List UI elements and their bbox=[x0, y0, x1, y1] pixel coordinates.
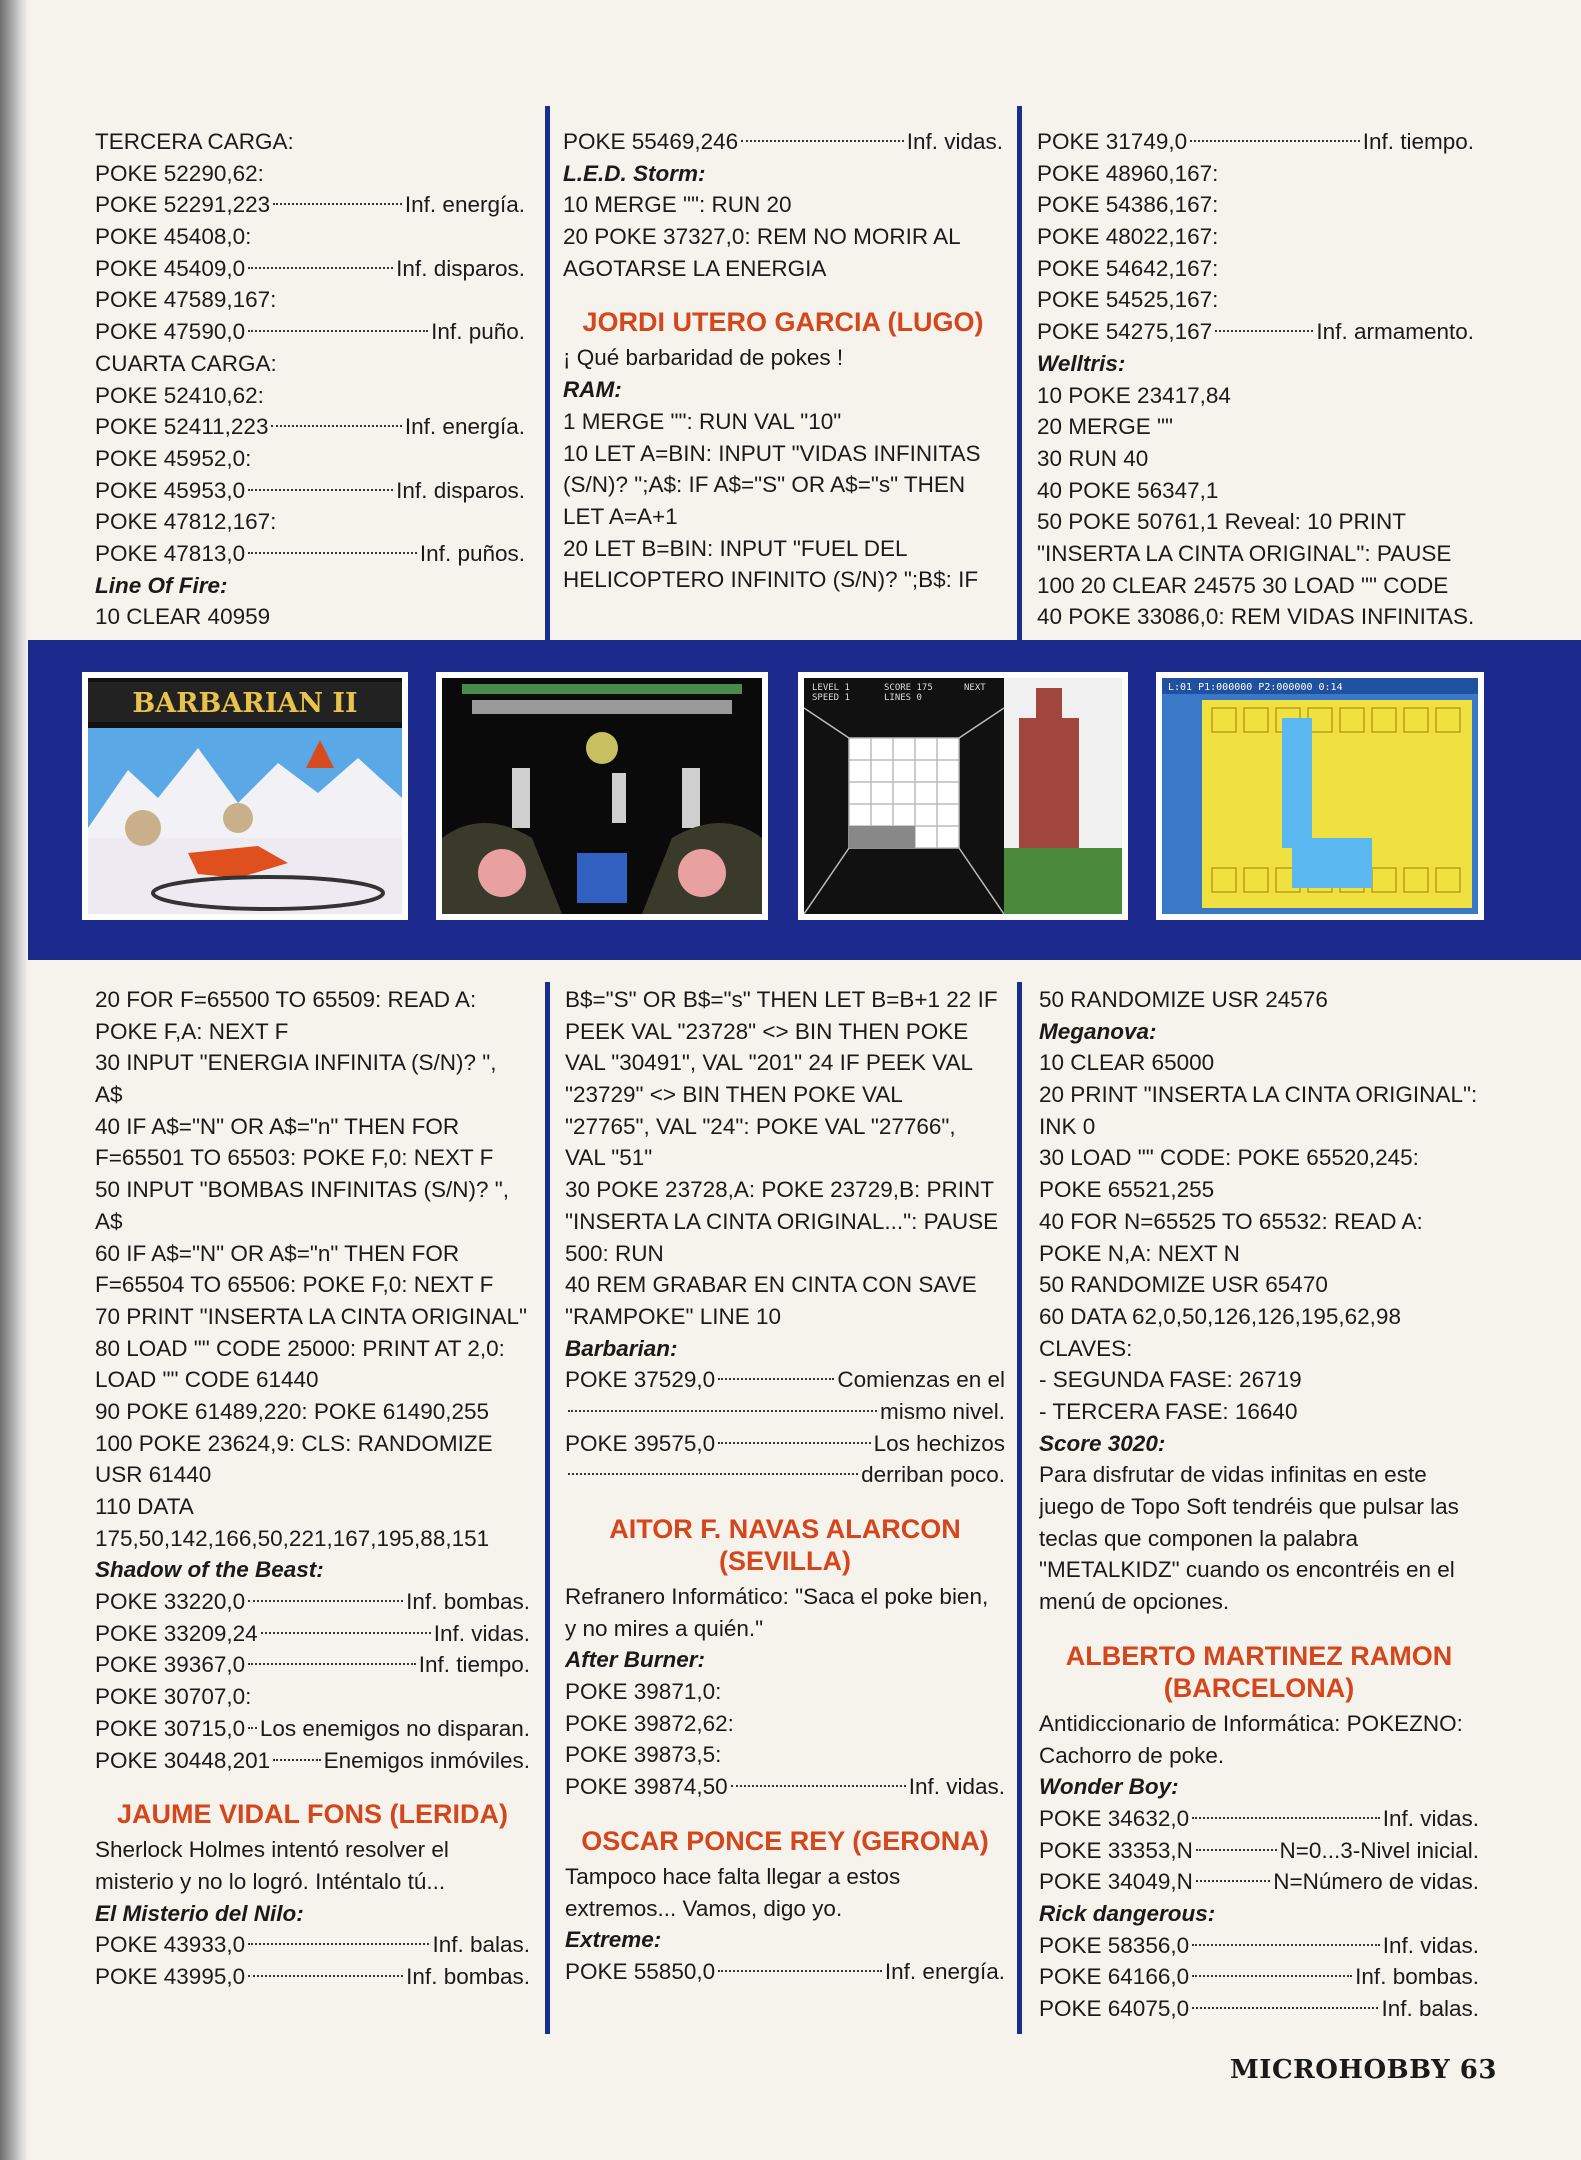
code-line: F=65501 TO 65503: POKE F,0: NEXT F bbox=[95, 1145, 494, 1171]
leader-dots bbox=[248, 489, 393, 491]
comment-text: Refranero Informático: "Saca el poke bien, y no mires a quién." bbox=[565, 1584, 989, 1641]
leader-dots bbox=[568, 1410, 877, 1412]
poke-effect: Inf. bombas. bbox=[1355, 1964, 1479, 1990]
code-line: 40 REM GRABAR EN CINTA CON SAVE bbox=[565, 1272, 977, 1298]
code-line: 100 POKE 23624,9: CLS: RANDOMIZE bbox=[95, 1430, 493, 1456]
code-line: (S/N)? ";A$: IF A$="S" OR A$="s" THEN bbox=[563, 472, 966, 498]
poke-code: POKE 55850,0 bbox=[565, 1958, 716, 1984]
poke-entry bbox=[95, 538, 525, 570]
code-line: AGOTARSE LA ENERGIA bbox=[563, 255, 827, 281]
poke-entry bbox=[95, 1649, 530, 1681]
page-spine-shadow bbox=[0, 0, 28, 2160]
contributor-heading: JORDI UTERO GARCIA (LUGO) bbox=[582, 307, 984, 338]
poke-effect: Inf. vidas. bbox=[908, 1774, 1005, 1800]
game-title: Line Of Fire: bbox=[95, 572, 228, 598]
poke-effect: Inf. tiempo. bbox=[418, 1652, 530, 1678]
poke-entry bbox=[95, 1961, 530, 1993]
code-line: POKE 54525,167: bbox=[1037, 287, 1219, 313]
poke-code: POKE 34049,N bbox=[1039, 1869, 1193, 1895]
poke-effect: Inf. disparos. bbox=[396, 255, 525, 281]
poke-code: POKE 45953,0 bbox=[95, 477, 246, 503]
screenshot-plumbing-puzzle bbox=[1156, 672, 1484, 920]
code-line: 10 CLEAR 65000 bbox=[1039, 1050, 1215, 1076]
game-title: After Burner: bbox=[565, 1647, 706, 1673]
code-line: CLAVES: bbox=[1039, 1335, 1133, 1361]
game-title: RAM: bbox=[563, 377, 622, 403]
leader-dots bbox=[1196, 1880, 1270, 1882]
poke-entry bbox=[565, 1771, 1005, 1803]
comment-text: Tampoco hace falta llegar a estos extremos... Vamos, digo yo. bbox=[565, 1863, 901, 1921]
column-top-middle bbox=[563, 126, 1003, 596]
code-line: LET A=A+1 bbox=[563, 503, 678, 529]
column-bottom-left bbox=[95, 984, 530, 1993]
welltris-score: SCORE 175 bbox=[884, 683, 933, 693]
code-line: POKE 45408,0: bbox=[95, 224, 252, 250]
game-title: Welltris: bbox=[1037, 350, 1126, 376]
code-line: POKE 39872,62: bbox=[565, 1710, 734, 1736]
code-line: 40 POKE 33086,0: REM VIDAS INFINITAS. bbox=[1037, 604, 1474, 630]
code-line: POKE 65521,255 bbox=[1039, 1177, 1215, 1203]
code-line: POKE 39871,0: bbox=[565, 1679, 722, 1705]
poke-effect: Inf. vidas. bbox=[433, 1620, 530, 1646]
column-bottom-right bbox=[1039, 984, 1479, 2025]
code-line: POKE 48022,167: bbox=[1037, 224, 1219, 250]
code-line: 20 POKE 37327,0: REM NO MORIR AL bbox=[563, 224, 961, 250]
code-line: 30 RUN 40 bbox=[1037, 445, 1149, 471]
poke-code: POKE 30448,201 bbox=[95, 1747, 271, 1773]
poke-effect: Inf. energía. bbox=[884, 1958, 1005, 1984]
poke-entry bbox=[1039, 1835, 1479, 1867]
welltris-lines: LINES 0 bbox=[884, 693, 922, 703]
poke-code: POKE 47590,0 bbox=[95, 319, 246, 345]
code-line: 80 LOAD "" CODE 25000: PRINT AT 2,0: bbox=[95, 1335, 505, 1361]
poke-entry bbox=[95, 316, 525, 348]
poke-code: POKE 52411,223 bbox=[95, 414, 269, 440]
poke-effect: Inf. balas. bbox=[1381, 1996, 1479, 2022]
code-line: 175,50,142,166,50,221,167,195,88,151 bbox=[95, 1525, 490, 1551]
code-line: 110 DATA bbox=[95, 1494, 194, 1519]
welltris-next: NEXT bbox=[964, 683, 986, 693]
poke-effect: N=Número de vidas. bbox=[1273, 1869, 1479, 1895]
code-line: VAL "51" bbox=[565, 1145, 653, 1171]
poke-effect: Inf. energía. bbox=[404, 192, 525, 218]
poke-entry bbox=[1039, 1866, 1479, 1898]
code-line: 40 IF A$="N" OR A$="n" THEN FOR bbox=[95, 1113, 460, 1139]
code-line: 10 MERGE "": RUN 20 bbox=[563, 192, 792, 218]
magazine-name: MICROHOBBY bbox=[1230, 2055, 1451, 2085]
code-line: 20 PRINT "INSERTA LA CINTA ORIGINAL": bbox=[1039, 1082, 1478, 1108]
poke-entry bbox=[95, 475, 525, 507]
code-line: CUARTA CARGA: bbox=[95, 350, 277, 376]
code-line: 20 FOR F=65500 TO 65509: READ A: bbox=[95, 987, 477, 1012]
barbarian-logo: BARBARIAN II bbox=[132, 688, 358, 719]
leader-dots bbox=[248, 1727, 257, 1729]
poke-effect: Inf. balas. bbox=[432, 1932, 530, 1958]
code-line: 10 CLEAR 40959 bbox=[95, 604, 271, 630]
poke-effect: Inf. tiempo. bbox=[1362, 129, 1474, 154]
poke-entry bbox=[565, 1956, 1005, 1988]
code-line: "23729" <> BIN THEN POKE VAL bbox=[565, 1082, 903, 1108]
poke-entry bbox=[95, 1929, 530, 1961]
poke-entry bbox=[95, 1745, 530, 1777]
poke-effect: Comienzas en el bbox=[837, 1367, 1005, 1393]
poke-entry bbox=[1039, 1961, 1479, 1993]
poke-effect: Enemigos inmóviles. bbox=[323, 1747, 530, 1773]
poke-effect: Inf. puños. bbox=[419, 540, 525, 566]
welltris-level: LEVEL 1 bbox=[812, 683, 850, 693]
poke-entry bbox=[95, 1618, 530, 1650]
poke-entry bbox=[565, 1396, 1005, 1428]
leader-dots bbox=[248, 330, 428, 332]
poke-code: POKE 34632,0 bbox=[1039, 1805, 1190, 1831]
column-top-left bbox=[95, 126, 525, 633]
code-line: USR 61440 bbox=[95, 1462, 212, 1488]
poke-code: POKE 33353,N bbox=[1039, 1837, 1193, 1863]
code-line: 10 LET A=BIN: INPUT "VIDAS INFINITAS bbox=[563, 440, 981, 466]
poke-code: POKE 64166,0 bbox=[1039, 1964, 1190, 1990]
code-line: POKE 47589,167: bbox=[95, 287, 277, 313]
welltris-speed: SPEED 1 bbox=[812, 693, 850, 703]
comment-text: Sherlock Holmes intentó resolver el misterio y no lo logró. Inténtalo tú... bbox=[95, 1837, 449, 1894]
column-top-right bbox=[1037, 126, 1474, 633]
poke-code: POKE 33220,0 bbox=[95, 1589, 246, 1615]
contributor-heading: ALBERTO MARTINEZ RAMON (BARCELONA) bbox=[1065, 1640, 1453, 1703]
poke-entry bbox=[95, 253, 525, 285]
poke-effect: Inf. disparos. bbox=[396, 477, 525, 503]
poke-entry bbox=[565, 1364, 1005, 1396]
leader-dots bbox=[248, 1943, 429, 1945]
poke-effect: derriban poco. bbox=[861, 1462, 1005, 1488]
poke-entry bbox=[1039, 1930, 1479, 1962]
code-line: 60 DATA 62,0,50,126,126,195,62,98 bbox=[1039, 1303, 1401, 1329]
poke-effect: Inf. vidas. bbox=[1382, 1805, 1479, 1831]
leader-dots bbox=[1192, 1817, 1380, 1819]
code-line: "RAMPOKE" LINE 10 bbox=[565, 1303, 782, 1329]
leader-dots bbox=[1190, 140, 1360, 142]
poke-effect: Inf. puño. bbox=[431, 319, 525, 345]
comment-text: Para disfrutar de vidas infinitas en este juego de Topo Soft tendréis que pulsar las teclas que componen la palabra "METALKIDZ" cuando os encontréis en el menú de opciones. bbox=[1039, 1462, 1459, 1615]
poke-code: POKE 39874,50 bbox=[565, 1774, 728, 1800]
contributor-heading: OSCAR PONCE REY (GERONA) bbox=[581, 1825, 989, 1856]
poke-code: POKE 55469,246 bbox=[563, 129, 739, 154]
code-line: 20 LET B=BIN: INPUT "FUEL DEL bbox=[563, 535, 908, 561]
poke-effect: N=0...3-Nivel inicial. bbox=[1279, 1837, 1479, 1863]
poke-code: POKE 64075,0 bbox=[1039, 1996, 1190, 2022]
code-line: 30 LOAD "" CODE: POKE 65520,245: bbox=[1039, 1145, 1419, 1171]
poke-effect: Inf. vidas. bbox=[906, 129, 1003, 154]
code-line: POKE 30707,0: bbox=[95, 1684, 252, 1710]
code-line: POKE 52290,62: bbox=[95, 160, 264, 186]
poke-code: POKE 39367,0 bbox=[95, 1652, 246, 1678]
code-line: 100 20 CLEAR 24575 30 LOAD "" CODE bbox=[1037, 572, 1449, 598]
code-line: 50 INPUT "BOMBAS INFINITAS (S/N)? ", bbox=[95, 1177, 509, 1203]
poke-code: POKE 39575,0 bbox=[565, 1430, 716, 1456]
code-line: 30 POKE 23728,A: POKE 23729,B: PRINT bbox=[565, 1177, 994, 1203]
code-line: - TERCERA FASE: 16640 bbox=[1039, 1398, 1298, 1424]
poke-entry bbox=[95, 411, 525, 443]
code-line: POKE N,A: NEXT N bbox=[1039, 1240, 1240, 1266]
poke-entry bbox=[95, 189, 525, 221]
code-line: "INSERTA LA CINTA ORIGINAL...": PAUSE bbox=[565, 1208, 999, 1234]
poke-entry bbox=[1039, 1993, 1479, 2025]
leader-dots bbox=[261, 1632, 431, 1634]
poke-effect: Los enemigos no disparan. bbox=[259, 1715, 530, 1741]
poke-effect: Inf. energía. bbox=[404, 414, 525, 440]
screenshot-barbarian-ii bbox=[82, 672, 408, 920]
leader-dots bbox=[718, 1442, 871, 1444]
code-line: 500: RUN bbox=[565, 1240, 664, 1266]
poke-entry bbox=[1039, 1803, 1479, 1835]
poke-code: POKE 54275,167 bbox=[1037, 319, 1213, 345]
leader-dots bbox=[1192, 1944, 1380, 1946]
poke-code: POKE 43995,0 bbox=[95, 1963, 246, 1989]
poke-effect: Los hechizos bbox=[873, 1430, 1005, 1456]
leader-dots bbox=[1192, 2007, 1378, 2009]
code-line: A$ bbox=[95, 1082, 123, 1108]
code-line: - SEGUNDA FASE: 26719 bbox=[1039, 1367, 1302, 1393]
poke-code: POKE 31749,0 bbox=[1037, 129, 1188, 154]
code-line: HELICOPTERO INFINITO (S/N)? ";B$: IF bbox=[563, 567, 979, 593]
leader-dots bbox=[1215, 330, 1313, 332]
game-title: Barbarian: bbox=[565, 1335, 678, 1361]
screenshot-line-of-fire bbox=[436, 672, 768, 920]
leader-dots bbox=[731, 1785, 906, 1787]
code-line: POKE F,A: NEXT F bbox=[95, 1018, 289, 1044]
poke-entry bbox=[95, 1586, 530, 1618]
column-rule bbox=[545, 982, 550, 2034]
code-line: POKE 47812,167: bbox=[95, 509, 277, 535]
game-title: Shadow of the Beast: bbox=[95, 1557, 324, 1583]
leader-dots bbox=[1192, 1975, 1352, 1977]
code-line: A$ bbox=[95, 1208, 123, 1234]
game-title: Rick dangerous: bbox=[1039, 1900, 1216, 1926]
code-line: 40 POKE 56347,1 bbox=[1037, 477, 1219, 503]
code-line: POKE 45952,0: bbox=[95, 445, 252, 471]
code-line: LOAD "" CODE 61440 bbox=[95, 1367, 319, 1393]
game-title: Extreme: bbox=[565, 1927, 662, 1953]
contributor-heading: JAUME VIDAL FONS (LERIDA) bbox=[116, 1799, 508, 1830]
poke-code: POKE 37529,0 bbox=[565, 1367, 716, 1393]
contributor-heading: AITOR F. NAVAS ALARCON (SEVILLA) bbox=[609, 1514, 961, 1576]
leader-dots bbox=[248, 1600, 403, 1602]
poke-code: POKE 30715,0 bbox=[95, 1715, 246, 1741]
poke-code: POKE 58356,0 bbox=[1039, 1932, 1190, 1958]
code-line: 50 RANDOMIZE USR 24576 bbox=[1039, 987, 1328, 1012]
poke-code: POKE 43933,0 bbox=[95, 1932, 246, 1958]
leader-dots bbox=[273, 203, 402, 205]
leader-dots bbox=[248, 1975, 403, 1977]
leader-dots bbox=[248, 1663, 416, 1665]
column-bottom-middle bbox=[565, 984, 1005, 1988]
game-title: L.E.D. Storm: bbox=[563, 160, 706, 186]
code-line: PEEK VAL "23728" <> BIN THEN POKE bbox=[565, 1018, 969, 1044]
poke-effect: Inf. vidas. bbox=[1382, 1932, 1479, 1958]
poke-entry bbox=[565, 1428, 1005, 1460]
poke-entry bbox=[1037, 316, 1474, 348]
poke-entry bbox=[563, 126, 1003, 158]
poke-entry bbox=[565, 1459, 1005, 1491]
code-line: POKE 48960,167: bbox=[1037, 160, 1219, 186]
poke-code: POKE 47813,0 bbox=[95, 540, 246, 566]
leader-dots bbox=[718, 1378, 834, 1380]
code-line: "27765", VAL "24": POKE VAL "27766", bbox=[565, 1113, 956, 1139]
poke-effect: Inf. bombas. bbox=[406, 1589, 530, 1615]
comment-text: Antidiccionario de Informática: POKEZNO: Cachorro de poke. bbox=[1039, 1710, 1463, 1768]
plumbing-hud: L:01 P1:000000 P2:000000 0:14 bbox=[1168, 682, 1343, 693]
code-line: F=65504 TO 65506: POKE F,0: NEXT F bbox=[95, 1272, 494, 1298]
poke-code: POKE 33209,24 bbox=[95, 1620, 258, 1646]
leader-dots bbox=[718, 1970, 882, 1972]
poke-effect: mismo nivel. bbox=[879, 1398, 1005, 1424]
code-line: POKE 39873,5: bbox=[565, 1742, 722, 1768]
code-line: 60 IF A$="N" OR A$="n" THEN FOR bbox=[95, 1240, 460, 1266]
code-line: 40 FOR N=65525 TO 65532: READ A: bbox=[1039, 1208, 1423, 1234]
poke-entry bbox=[95, 1713, 530, 1745]
leader-dots bbox=[248, 267, 393, 269]
poke-effect: Inf. bombas. bbox=[406, 1963, 530, 1989]
code-line: 30 INPUT "ENERGIA INFINITA (S/N)? ", bbox=[95, 1050, 497, 1076]
code-line: 50 POKE 50761,1 Reveal: 10 PRINT bbox=[1037, 509, 1406, 535]
leader-dots bbox=[271, 425, 401, 427]
leader-dots bbox=[1196, 1849, 1277, 1851]
game-title: Wonder Boy: bbox=[1039, 1774, 1179, 1800]
leader-dots bbox=[741, 140, 904, 142]
code-line: 10 POKE 23417,84 bbox=[1037, 382, 1231, 408]
code-line: 20 MERGE "" bbox=[1037, 414, 1174, 440]
leader-dots bbox=[568, 1473, 858, 1475]
code-line: POKE 54642,167: bbox=[1037, 255, 1219, 281]
column-rule bbox=[1017, 982, 1022, 2034]
column-rule bbox=[1017, 106, 1022, 641]
page-footer bbox=[1230, 2055, 1497, 2085]
code-line: 1 MERGE "": RUN VAL "10" bbox=[563, 408, 842, 434]
poke-entry bbox=[1037, 126, 1474, 158]
screenshot-welltris bbox=[798, 672, 1128, 920]
leader-dots bbox=[273, 1759, 321, 1761]
poke-code: POKE 45409,0 bbox=[95, 255, 246, 281]
leader-dots bbox=[248, 552, 417, 554]
code-line: POKE 52410,62: bbox=[95, 382, 264, 408]
page-number: 63 bbox=[1459, 2055, 1497, 2085]
code-line: VAL "30491", VAL "201" 24 IF PEEK VAL bbox=[565, 1050, 974, 1076]
code-line: B$="S" OR B$="s" THEN LET B=B+1 22 IF bbox=[565, 987, 998, 1012]
code-line: 90 POKE 61489,220: POKE 61490,255 bbox=[95, 1398, 490, 1424]
code-line: POKE 54386,167: bbox=[1037, 192, 1219, 218]
game-title: El Misterio del Nilo: bbox=[95, 1900, 304, 1926]
code-line: 70 PRINT "INSERTA LA CINTA ORIGINAL" bbox=[95, 1303, 527, 1329]
poke-code: POKE 52291,223 bbox=[95, 192, 271, 218]
code-line: 50 RANDOMIZE USR 65470 bbox=[1039, 1272, 1328, 1298]
code-line: "INSERTA LA CINTA ORIGINAL": PAUSE bbox=[1037, 540, 1452, 566]
code-line: ¡ Qué barbaridad de pokes ! bbox=[563, 345, 844, 371]
game-title: Score 3020: bbox=[1039, 1430, 1166, 1456]
game-title: Meganova: bbox=[1039, 1018, 1157, 1044]
code-line: TERCERA CARGA: bbox=[95, 129, 294, 154]
column-rule bbox=[545, 106, 550, 641]
poke-effect: Inf. armamento. bbox=[1316, 319, 1474, 345]
code-line: INK 0 bbox=[1039, 1113, 1096, 1139]
